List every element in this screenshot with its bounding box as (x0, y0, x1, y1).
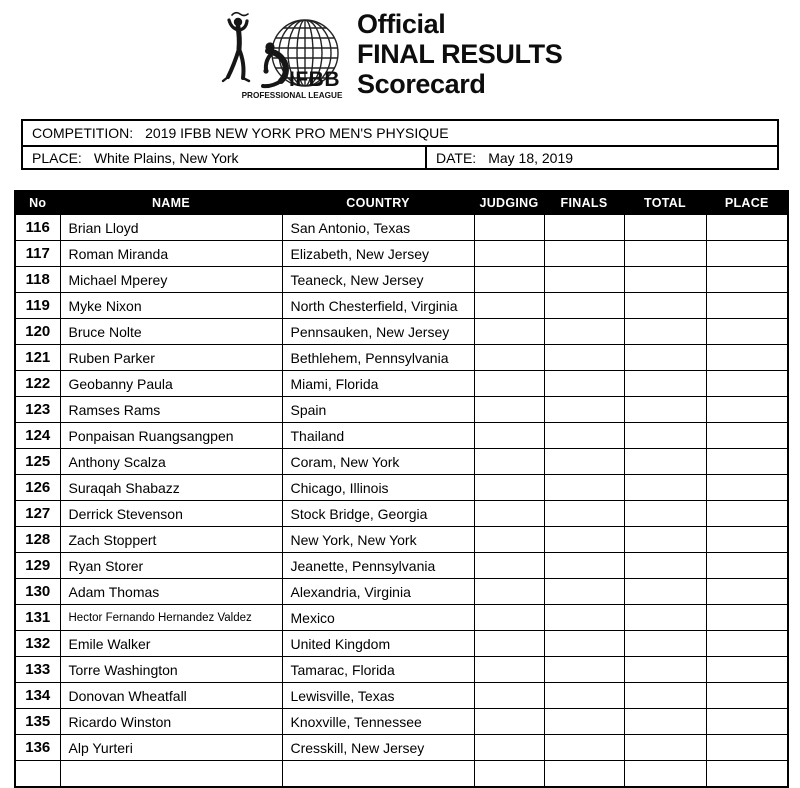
country-cell: Tamarac, Florida (282, 657, 474, 683)
place-cell (706, 527, 788, 553)
name-cell: Roman Miranda (60, 241, 282, 267)
place-date-row (23, 147, 777, 168)
competition-value: 2019 IFBB NEW YORK PRO MEN'S PHYSIQUE (145, 125, 449, 141)
table-row (15, 709, 788, 735)
judging-cell (474, 657, 544, 683)
total-cell (624, 527, 706, 553)
column-header-no: No (15, 191, 60, 215)
finals-cell (544, 735, 624, 761)
country-cell: Elizabeth, New Jersey (282, 241, 474, 267)
judging-cell (474, 605, 544, 631)
total-cell (624, 735, 706, 761)
finals-cell (544, 553, 624, 579)
country-cell: Stock Bridge, Georgia (282, 501, 474, 527)
table-row (15, 241, 788, 267)
finals-cell (544, 371, 624, 397)
place-cell (706, 475, 788, 501)
no-cell: 123 (15, 397, 60, 423)
table-row (15, 501, 788, 527)
judging-cell (474, 371, 544, 397)
no-cell: 116 (15, 215, 60, 241)
name-cell: Adam Thomas (60, 579, 282, 605)
judging-cell (474, 241, 544, 267)
total-cell (624, 683, 706, 709)
finals-cell (544, 657, 624, 683)
table-row (15, 215, 788, 241)
name-cell: Ponpaisan Ruangsangpen (60, 423, 282, 449)
table-row (15, 293, 788, 319)
judging-cell (474, 215, 544, 241)
judging-cell (474, 267, 544, 293)
place-cell (706, 319, 788, 345)
finals-cell (544, 631, 624, 657)
place-cell (706, 605, 788, 631)
finals-cell (544, 709, 624, 735)
no-cell: 136 (15, 735, 60, 761)
place-cell (706, 553, 788, 579)
no-cell: 129 (15, 553, 60, 579)
svg-text:IFBB: IFBB (289, 68, 340, 91)
total-cell (624, 293, 706, 319)
place-value: White Plains, New York (93, 149, 239, 166)
table-row (15, 397, 788, 423)
total-cell (624, 761, 706, 788)
judging-cell (474, 631, 544, 657)
judging-cell (474, 527, 544, 553)
judging-cell (474, 501, 544, 527)
table-row (15, 579, 788, 605)
judging-cell (474, 423, 544, 449)
ifbb-logo (213, 2, 353, 105)
no-cell: 134 (15, 683, 60, 709)
place-cell (706, 241, 788, 267)
no-cell: 122 (15, 371, 60, 397)
table-row (15, 735, 788, 761)
name-cell: Brian Lloyd (60, 215, 282, 241)
competition-info-box (21, 119, 779, 170)
title-line-official: Official (357, 9, 446, 39)
total-cell (624, 371, 706, 397)
country-cell: Spain (282, 397, 474, 423)
scorecard-title (357, 9, 562, 99)
no-cell: 131 (15, 605, 60, 631)
no-cell: 125 (15, 449, 60, 475)
column-header-total: TOTAL (624, 191, 706, 215)
table-row (15, 683, 788, 709)
place-cell (706, 683, 788, 709)
name-cell: Alp Yurteri (60, 735, 282, 761)
svg-text:PROFESSIONAL LEAGUE: PROFESSIONAL LEAGUE (241, 91, 343, 100)
place-cell (706, 709, 788, 735)
total-cell (624, 657, 706, 683)
table-row (15, 605, 788, 631)
country-cell: Alexandria, Virginia (282, 579, 474, 605)
country-cell: New York, New York (282, 527, 474, 553)
no-cell: 119 (15, 293, 60, 319)
title-line-scorecard: Scorecard (357, 69, 486, 99)
total-cell (624, 475, 706, 501)
globe-with-athletes-icon (213, 2, 353, 105)
judging-cell (474, 683, 544, 709)
place-cell (706, 761, 788, 788)
total-cell (624, 241, 706, 267)
table-row (15, 371, 788, 397)
finals-cell (544, 527, 624, 553)
table-row (15, 527, 788, 553)
no-cell: 124 (15, 423, 60, 449)
judging-cell (474, 553, 544, 579)
name-cell: Derrick Stevenson (60, 501, 282, 527)
no-cell: 121 (15, 345, 60, 371)
total-cell (624, 423, 706, 449)
name-cell: Zach Stoppert (60, 527, 282, 553)
name-cell: Suraqah Shabazz (60, 475, 282, 501)
name-cell: Bruce Nolte (60, 319, 282, 345)
name-cell: Michael Mperey (60, 267, 282, 293)
no-cell: 133 (15, 657, 60, 683)
table-row (15, 423, 788, 449)
total-cell (624, 579, 706, 605)
country-cell: Bethlehem, Pennsylvania (282, 345, 474, 371)
competition-row (23, 121, 777, 147)
no-cell: 130 (15, 579, 60, 605)
total-cell (624, 501, 706, 527)
total-cell (624, 449, 706, 475)
finals-cell (544, 345, 624, 371)
table-row (15, 657, 788, 683)
table-row (15, 475, 788, 501)
total-cell (624, 397, 706, 423)
finals-cell (544, 501, 624, 527)
place-cell (706, 293, 788, 319)
table-row (15, 449, 788, 475)
name-cell: Emile Walker (60, 631, 282, 657)
no-cell: 126 (15, 475, 60, 501)
judging-cell (474, 475, 544, 501)
total-cell (624, 215, 706, 241)
finals-cell (544, 423, 624, 449)
place-cell (706, 657, 788, 683)
place-cell (706, 267, 788, 293)
place-cell (706, 215, 788, 241)
judging-cell (474, 449, 544, 475)
country-cell: Chicago, Illinois (282, 475, 474, 501)
no-cell: 118 (15, 267, 60, 293)
name-cell (60, 761, 282, 788)
finals-cell (544, 761, 624, 788)
place-cell (706, 579, 788, 605)
country-cell: North Chesterfield, Virginia (282, 293, 474, 319)
name-cell: Ryan Storer (60, 553, 282, 579)
country-cell: Coram, New York (282, 449, 474, 475)
name-cell: Torre Washington (60, 657, 282, 683)
country-cell: Knoxville, Tennessee (282, 709, 474, 735)
finals-cell (544, 449, 624, 475)
table-row (15, 345, 788, 371)
name-cell: Hector Fernando Hernandez Valdez (60, 605, 282, 631)
finals-cell (544, 683, 624, 709)
country-cell: Mexico (282, 605, 474, 631)
no-cell: 127 (15, 501, 60, 527)
place-cell (23, 147, 427, 168)
place-cell (706, 501, 788, 527)
no-cell: 120 (15, 319, 60, 345)
no-cell: 132 (15, 631, 60, 657)
title-line-final-results: FINAL RESULTS (357, 39, 563, 69)
finals-cell (544, 293, 624, 319)
place-cell (706, 397, 788, 423)
total-cell (624, 709, 706, 735)
finals-cell (544, 605, 624, 631)
judging-cell (474, 579, 544, 605)
country-cell: Jeanette, Pennsylvania (282, 553, 474, 579)
table-row (15, 267, 788, 293)
table-row (15, 631, 788, 657)
results-table (14, 190, 789, 788)
finals-cell (544, 397, 624, 423)
table-row (15, 761, 788, 788)
total-cell (624, 631, 706, 657)
country-cell (282, 761, 474, 788)
name-cell: Anthony Scalza (60, 449, 282, 475)
judging-cell (474, 735, 544, 761)
table-row (15, 553, 788, 579)
place-cell (706, 631, 788, 657)
finals-cell (544, 267, 624, 293)
name-cell: Geobanny Paula (60, 371, 282, 397)
country-cell: Thailand (282, 423, 474, 449)
total-cell (624, 553, 706, 579)
total-cell (624, 605, 706, 631)
place-cell (706, 449, 788, 475)
finals-cell (544, 319, 624, 345)
date-label: DATE: (436, 149, 477, 166)
place-cell (706, 423, 788, 449)
place-label: PLACE: (32, 149, 82, 166)
no-cell (15, 761, 60, 788)
name-cell: Donovan Wheatfall (60, 683, 282, 709)
place-cell (706, 345, 788, 371)
column-header-name: NAME (60, 191, 282, 215)
no-cell: 135 (15, 709, 60, 735)
country-cell: Cresskill, New Jersey (282, 735, 474, 761)
results-body (15, 215, 788, 788)
no-cell: 117 (15, 241, 60, 267)
column-header-judging: JUDGING (474, 191, 544, 215)
judging-cell (474, 397, 544, 423)
table-row (15, 319, 788, 345)
judging-cell (474, 761, 544, 788)
place-cell (706, 735, 788, 761)
name-cell: Ramses Rams (60, 397, 282, 423)
country-cell: Teaneck, New Jersey (282, 267, 474, 293)
date-value: May 18, 2019 (488, 149, 574, 166)
judging-cell (474, 293, 544, 319)
name-cell: Ruben Parker (60, 345, 282, 371)
results-header-row (15, 191, 788, 215)
date-cell (427, 147, 777, 168)
judging-cell (474, 709, 544, 735)
country-cell: Miami, Florida (282, 371, 474, 397)
country-cell: San Antonio, Texas (282, 215, 474, 241)
place-cell (706, 371, 788, 397)
judging-cell (474, 319, 544, 345)
country-cell: United Kingdom (282, 631, 474, 657)
column-header-finals: FINALS (544, 191, 624, 215)
total-cell (624, 345, 706, 371)
finals-cell (544, 475, 624, 501)
country-cell: Pennsauken, New Jersey (282, 319, 474, 345)
competition-label: COMPETITION: (32, 125, 134, 141)
name-cell: Ricardo Winston (60, 709, 282, 735)
column-header-place: PLACE (706, 191, 788, 215)
country-cell: Lewisville, Texas (282, 683, 474, 709)
finals-cell (544, 241, 624, 267)
column-header-country: COUNTRY (282, 191, 474, 215)
total-cell (624, 267, 706, 293)
finals-cell (544, 579, 624, 605)
judging-cell (474, 345, 544, 371)
name-cell: Myke Nixon (60, 293, 282, 319)
finals-cell (544, 215, 624, 241)
no-cell: 128 (15, 527, 60, 553)
total-cell (624, 319, 706, 345)
